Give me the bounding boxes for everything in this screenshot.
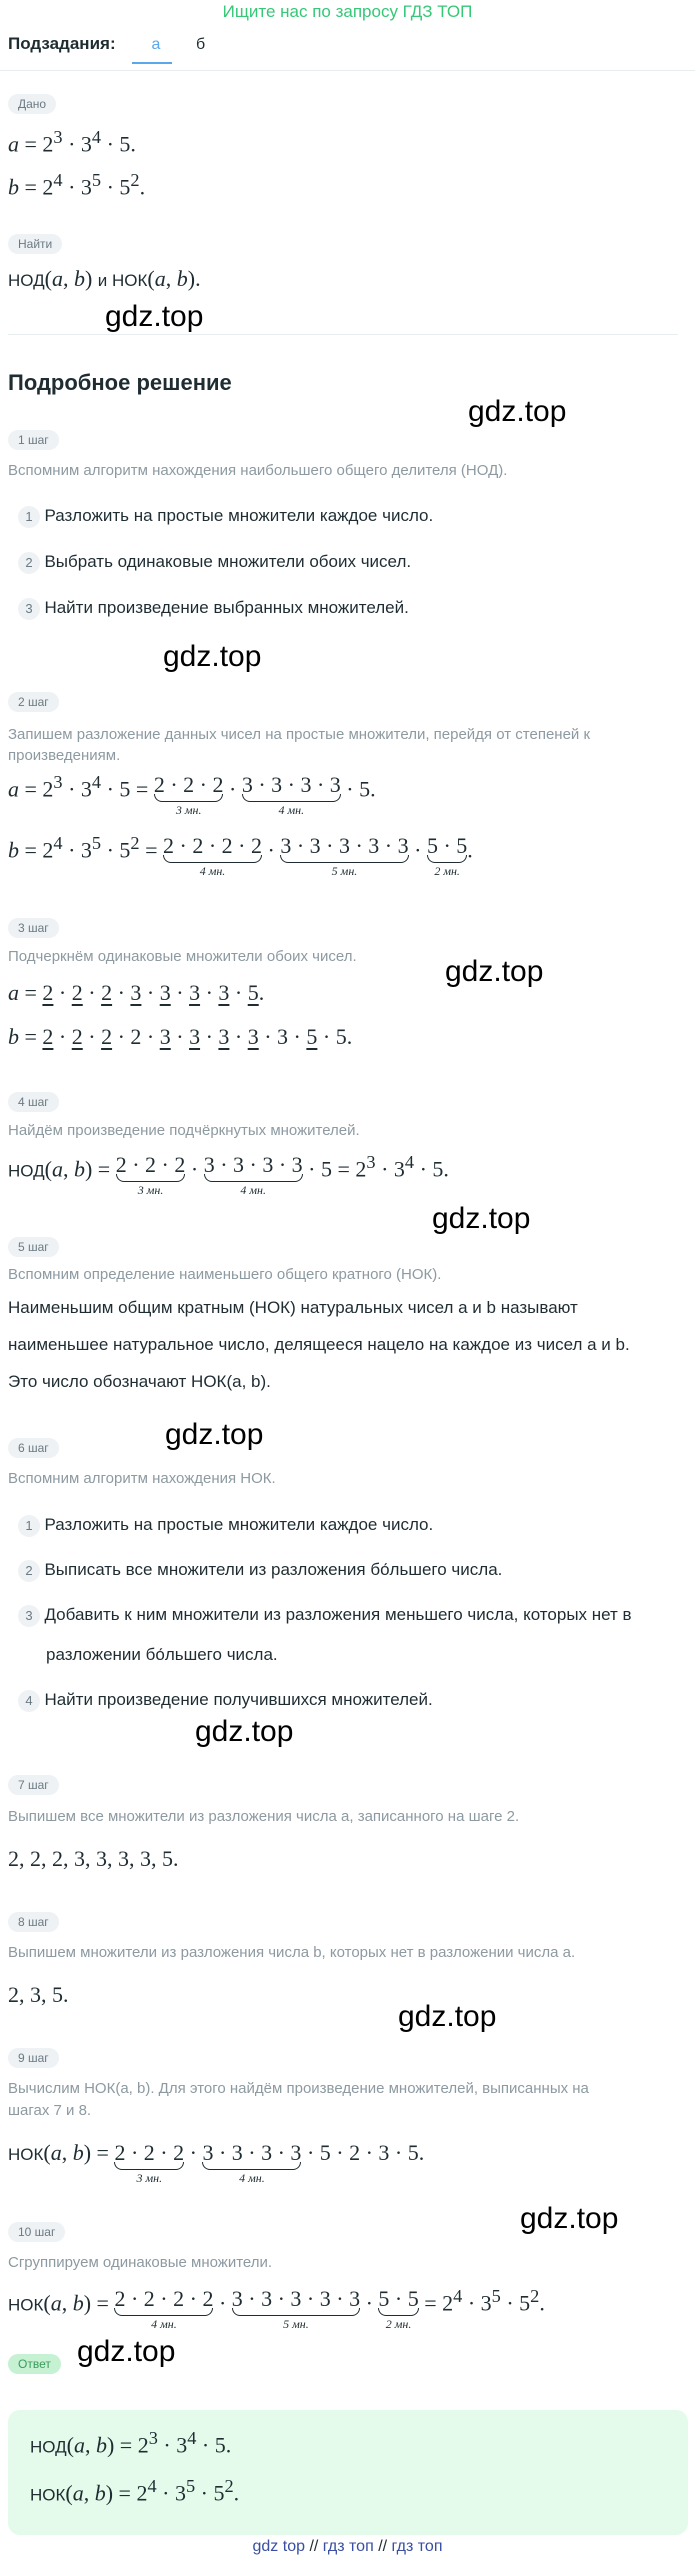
given-b: $b = 2^4 \cdot 3^5 \cdot 5^2$. <box>8 170 146 200</box>
definition-line: Наименьшим общим кратным (НОК) натуральных чисел a и b называют <box>8 1298 578 1317</box>
step-pill: 10 шаг <box>8 2222 65 2242</box>
step-note: Найдём произведение подчёркнутых множителей. <box>8 1122 360 1139</box>
search-banner[interactable]: Ищите нас по запросу ГДЗ ТОП <box>222 2 473 21</box>
expansion-a: $a = 2^3 \cdot 3^4 \cdot 5 = 2 \cdot 2 \cdot 2$ 3 мн. · 3 · 3 · 3 · 3 4 мн. · 5. <box>8 772 376 817</box>
list-item: 3 Найти произведение выбранных множителей. <box>18 598 409 620</box>
list-item: 2 Выписать все множители из разложения бо́льшего числа. <box>18 1560 502 1582</box>
footer-link[interactable]: gdz top <box>252 2538 305 2555</box>
tab-b[interactable]: б <box>196 36 206 53</box>
list-item: 4 Найти произведение получившихся множителей. <box>18 1690 433 1712</box>
step-pill: 3 шаг <box>8 918 59 938</box>
step-note: Выпишем множители из разложения числа b, которых нет в разложении числа a. <box>8 1944 576 1961</box>
list-item: 1 Разложить на простые множители каждое число. <box>18 1515 433 1537</box>
footer-link[interactable]: гдз топ <box>391 2538 443 2555</box>
answer-lcm: НОК(a, $b) = 2^4 \cdot 3^5 \cdot 5^2$. <box>30 2476 240 2506</box>
footer-links <box>0 2538 695 2556</box>
find-pill: Найти <box>8 234 62 254</box>
given-a: $a = 2^3 \cdot 3^4 \cdot 5$. <box>8 127 136 157</box>
step-result: 2, 2, 2, 3, 3, 3, 3, 5. <box>8 1846 179 1871</box>
watermark: gdz.top <box>468 395 567 428</box>
step-note: Вычислим НОК(a, b). Для этого найдём произведение множителей, выписанных на <box>8 2080 589 2097</box>
answer-pill: Ответ <box>8 2354 61 2374</box>
step-pill: 6 шаг <box>8 1438 59 1458</box>
step-note: шагах 7 и 8. <box>8 2102 92 2119</box>
lcm-product: НОК(a, b) = 2 · 2 · 2 3 мн. · 3 · 3 · 3 · 3 4 мн. · 5 · 2 · 3 · 5. <box>8 2140 425 2185</box>
step-result: 2, 3, 5. <box>8 1982 69 2007</box>
step-note: Вспомним алгоритм нахождения наибольшего общего делителя (НОД). <box>8 462 508 479</box>
divider <box>0 70 695 71</box>
step-pill: 5 шаг <box>8 1237 59 1257</box>
answer-gcd: НОД(a, $b) = 2^3 \cdot 3^4 \cdot 5$. <box>30 2428 232 2458</box>
divider <box>8 334 678 335</box>
expansion-b: $b = 2^4 \cdot 3^5 \cdot 5^2 = 2 \cdot 2 \cdot 2 \cdot 2$ 4 мн. · 3 · 3 · 3 · 3 · 3 5 мн. · 5 · 5 2 мн. . <box>8 833 473 878</box>
step-pill: 4 шаг <box>8 1092 59 1112</box>
list-item: 1 Разложить на простые множители каждое число. <box>18 506 433 528</box>
watermark: gdz.top <box>432 1202 531 1235</box>
watermark: gdz.top <box>165 1418 264 1451</box>
watermark: gdz.top <box>195 1715 294 1748</box>
watermark: gdz.top <box>445 955 544 988</box>
step-pill: 2 шаг <box>8 692 59 712</box>
definition-line: Это число обозначают НОК(a, b). <box>8 1372 271 1391</box>
step-note: Подчеркнём одинаковые множители обоих чисел. <box>8 948 357 965</box>
list-item: 2 Выбрать одинаковые множители обоих чисел. <box>18 552 411 574</box>
solution-title: Подробное решение <box>8 370 232 395</box>
list-item-continuation: разложении бо́льшего числа. <box>46 1645 278 1664</box>
footer-link[interactable]: гдз топ <box>322 2538 374 2555</box>
step-note: Сгруппируем одинаковые множители. <box>8 2254 273 2271</box>
find-text: НОД(a, b) и НОК(a, b). <box>8 266 201 291</box>
step-note: Запишем разложение данных чисел на простые множители, перейдя от степеней к произведениям. <box>8 726 591 764</box>
step-pill: 7 шаг <box>8 1775 59 1795</box>
step-note: Вспомним определение наименьшего общего кратного (НОК). <box>8 1266 442 1283</box>
tab-a[interactable]: а <box>151 36 161 53</box>
definition-line: наименьшее натуральное число, делящееся нацело на каждое из чисел a и b. <box>8 1335 630 1354</box>
underlined-b: b = 2 · 2 · 2 · 2 · 3 · 3 · 3 · 3 · 3 · 5 · 5. <box>8 1024 353 1049</box>
footer-separator: // <box>309 2538 319 2555</box>
step-pill: 8 шаг <box>8 1912 59 1932</box>
step-note: Выпишем все множители из разложения числа a, записанного на шаге 2. <box>8 1808 520 1825</box>
subtasks-label: Подзадания: <box>8 34 116 53</box>
list-item: 3 Добавить к ним множители из разложения меньшего числа, которых нет в <box>18 1605 632 1627</box>
gcd-result: НОД(a, b) = 2 · 2 · 2 3 мн. · 3 · 3 · 3 · 3 4 мн. · $5 = 2^3 \cdot 3^4 \cdot 5$. <box>8 1152 449 1197</box>
watermark: gdz.top <box>105 300 204 333</box>
watermark: gdz.top <box>520 2202 619 2235</box>
lcm-grouped: НОК(a, b) = 2 · 2 · 2 · 2 4 мн. · 3 · 3 · 3 · 3 · 3 5 мн. · 5 · 5 2 мн. = $2^4 \cdot 3^5 \cdot 5^2$. <box>8 2286 545 2331</box>
watermark: gdz.top <box>163 640 262 673</box>
watermark: gdz.top <box>77 2335 176 2368</box>
watermark: gdz.top <box>398 2000 497 2033</box>
footer-separator: // <box>378 2538 388 2555</box>
underlined-a: a = 2 · 2 · 2 · 3 · 3 · 3 · 3 · 5. <box>8 980 265 1005</box>
step-pill: 9 шаг <box>8 2048 59 2068</box>
step-pill: 1 шаг <box>8 430 59 450</box>
given-pill: Дано <box>8 94 56 114</box>
active-tab-indicator <box>132 62 172 64</box>
step-note: Вспомним алгоритм нахождения НОК. <box>8 1470 276 1487</box>
